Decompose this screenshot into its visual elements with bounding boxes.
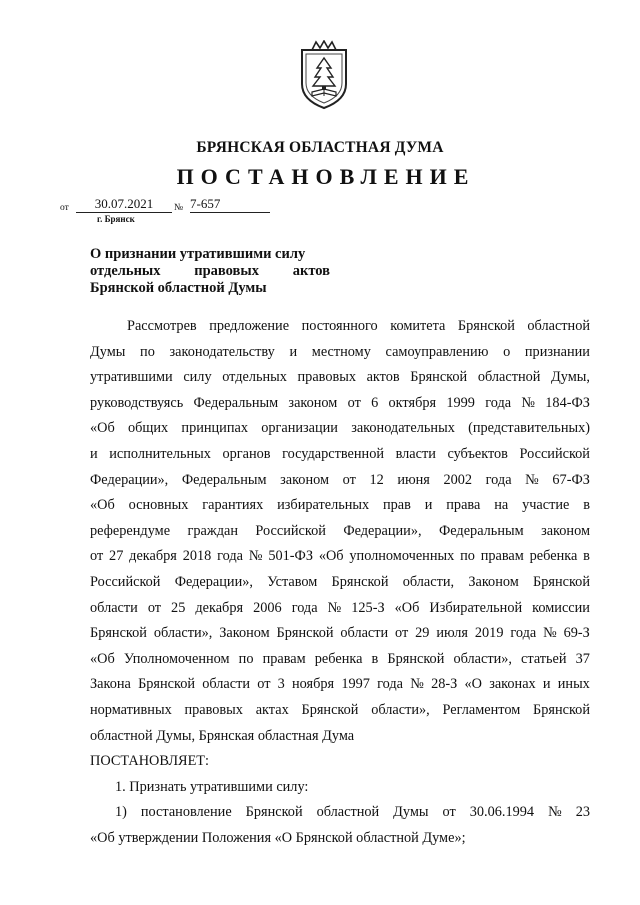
body-line	[90, 749, 590, 775]
body-word: отдельных	[222, 369, 287, 386]
body-word: декабря	[195, 599, 244, 616]
body-word: 1999	[446, 394, 475, 411]
body-word: областной	[527, 318, 590, 334]
number-prefix: №	[174, 203, 184, 213]
body-word: 12	[369, 471, 384, 488]
body-word: общих	[127, 420, 169, 437]
title-word: актов	[292, 263, 330, 279]
body-word: Федеральным	[438, 522, 524, 539]
body-word: от	[147, 599, 162, 616]
body-word: в	[583, 548, 590, 565]
body-word: области	[202, 676, 251, 693]
body-line	[90, 647, 590, 673]
body-word: года	[217, 548, 243, 565]
organization-name: БРЯНСКАЯ ОБЛАСТНАЯ ДУМА	[196, 139, 444, 156]
body-word: Федерации»,	[90, 471, 169, 488]
body-word: Закона	[90, 676, 131, 693]
body-line	[90, 621, 590, 647]
body-word: областной Думы, Брянская областная Дума	[90, 727, 355, 744]
document-title	[90, 246, 330, 297]
body-word: июня	[397, 471, 430, 488]
body-word: в	[371, 650, 379, 667]
body-word: Брянской	[245, 804, 303, 821]
body-word: ноября	[292, 676, 335, 693]
body-word: года	[485, 471, 512, 488]
title-line	[90, 246, 330, 263]
body-word: власти	[395, 445, 436, 462]
body-word: основных	[128, 497, 189, 514]
body-word: местному	[311, 343, 371, 360]
body-word: 2002	[443, 471, 473, 488]
body-word: №	[543, 625, 557, 642]
body-word: №	[248, 548, 263, 565]
body-line	[90, 570, 590, 596]
body-word: года	[510, 625, 537, 642]
body-word: организации	[261, 420, 338, 437]
body-word: Брянской	[410, 369, 468, 386]
body-word: октября	[388, 394, 437, 411]
body-word: Законом	[219, 625, 270, 642]
body-word: ПОСТАНОВЛЯЕТ:	[90, 753, 210, 770]
body-word: принципах	[181, 420, 248, 437]
body-word: от	[90, 548, 104, 565]
body-word: Брянской	[533, 573, 590, 590]
body-word: уполномоченных	[349, 548, 455, 565]
body-word: области»,	[153, 625, 213, 642]
body-word: №	[548, 804, 562, 821]
body-word: 125-З	[351, 599, 385, 616]
body-word: нормативных	[90, 701, 172, 718]
body-word: 184-ФЗ	[545, 394, 590, 411]
body-word: признании	[524, 343, 590, 360]
body-word: Федерации»,	[174, 573, 253, 590]
body-line	[90, 596, 590, 622]
body-word: года	[377, 676, 403, 693]
title-line	[90, 263, 330, 280]
body-word: права	[446, 497, 481, 514]
body-word: Российской	[90, 573, 161, 590]
body-word: Федеральным	[193, 394, 279, 411]
body-line	[90, 826, 590, 852]
body-word: Брянской	[90, 625, 147, 642]
body-word: Брянской	[387, 650, 445, 667]
body-word: «Об	[90, 650, 115, 667]
body-word: актов	[366, 369, 400, 386]
body-word: силу	[183, 369, 212, 386]
body-word: №	[521, 394, 535, 411]
body-word: ребенка	[529, 548, 578, 565]
body-word: №	[410, 676, 424, 693]
body-word: актах	[255, 701, 289, 718]
body-word: комитета	[390, 318, 446, 334]
body-word: 25	[171, 599, 186, 616]
body-line	[90, 340, 590, 366]
body-word: комиссии	[532, 599, 590, 616]
body-line	[90, 365, 590, 391]
body-word: 6	[371, 394, 379, 411]
body-word: постановление	[140, 804, 232, 821]
body-word: Избирательной	[429, 599, 523, 616]
body-word: избирательных	[277, 497, 370, 514]
coat-of-arms-emblem	[298, 40, 350, 112]
body-word: Брянской	[276, 625, 334, 642]
body-word: (представительных)	[468, 420, 590, 437]
body-word: «Об утверждении Положения «О Брянской областной Думе»;	[90, 829, 466, 846]
body-word: по	[238, 650, 254, 667]
title-word: отдельных	[90, 263, 161, 279]
body-word: Брянской	[301, 701, 359, 718]
body-word: года	[485, 394, 512, 411]
body-word: исполнительных	[109, 445, 211, 462]
body-word: «Об	[318, 548, 344, 565]
body-word: постоянного	[301, 318, 378, 334]
body-word: 1)	[115, 804, 127, 821]
body-word: Российской	[519, 445, 590, 462]
body-word: июля	[436, 625, 468, 642]
body-word: области,	[402, 573, 455, 590]
body-word: области	[90, 599, 138, 616]
body-word: области»,	[371, 701, 430, 718]
body-line	[90, 544, 590, 570]
body-word: Думы	[90, 343, 126, 360]
body-word: Брянской	[533, 701, 590, 718]
body-line	[90, 391, 590, 417]
title-line	[90, 280, 330, 297]
body-line	[90, 775, 590, 801]
body-word: 67-ФЗ	[552, 471, 590, 488]
body-word: законах	[489, 676, 536, 693]
body-word: декабря	[129, 548, 177, 565]
body-line	[90, 800, 590, 826]
body-word: области	[340, 625, 389, 642]
body-word: Законом	[468, 573, 519, 590]
body-word: о	[503, 343, 511, 360]
body-word: Федерации»,	[343, 522, 422, 539]
document-number: 7-657	[190, 196, 270, 213]
document-type: ПОСТАНОВЛЕНИЕ	[176, 164, 476, 189]
body-word: и	[289, 343, 298, 360]
body-word: Федеральным	[181, 471, 267, 488]
body-word: области»,	[453, 650, 512, 667]
body-word: иных	[557, 676, 590, 693]
body-word: самоуправлению	[385, 343, 489, 360]
body-word: по	[460, 548, 475, 565]
body-line	[90, 698, 590, 724]
body-word: от	[347, 394, 361, 411]
title-word: Брянской областной Думы	[90, 280, 267, 296]
body-word: ребенка	[314, 650, 363, 667]
body-word: правовых	[297, 369, 356, 386]
body-line	[90, 672, 590, 698]
body-word: законом	[288, 394, 338, 411]
body-word: Рассмотрев	[127, 318, 197, 334]
body-word: Брянской	[138, 676, 196, 693]
body-word: правам	[262, 650, 306, 667]
title-word: О признании утратившими силу	[90, 246, 306, 262]
title-word: правовых	[194, 263, 259, 279]
body-word: областной	[316, 804, 380, 821]
body-word: прав	[383, 497, 411, 514]
date-prefix: от	[60, 203, 69, 213]
body-word: 2019	[474, 625, 504, 642]
body-word: №	[525, 471, 539, 488]
body-line	[90, 416, 590, 442]
body-word: руководствуясь	[90, 394, 184, 411]
body-word: года	[291, 599, 318, 616]
body-word: и	[542, 676, 551, 693]
body-word: законодательству	[169, 343, 275, 360]
body-word: «Об	[90, 420, 115, 437]
body-word: 2006	[253, 599, 282, 616]
body-word: статьей	[521, 650, 567, 667]
body-word: 27	[109, 548, 124, 565]
body-word: 30.06.1994	[469, 804, 535, 821]
body-word: в	[583, 497, 590, 514]
body-word: Думы	[393, 804, 429, 821]
body-word: Уставом	[267, 573, 318, 590]
body-line	[90, 442, 590, 468]
document-body	[90, 314, 590, 851]
body-word: 29	[415, 625, 430, 642]
body-word: граждан	[187, 522, 238, 539]
body-word: законодательных	[351, 420, 455, 437]
body-word: субъектов	[447, 445, 508, 462]
body-word: Думы,	[551, 369, 590, 386]
body-word: гарантиях	[202, 497, 264, 514]
body-word: №	[327, 599, 342, 616]
document-date: 30.07.2021	[76, 196, 172, 213]
body-word: от	[442, 804, 456, 821]
body-line	[90, 314, 590, 340]
body-word: 1997	[341, 676, 370, 693]
body-line	[90, 724, 590, 750]
body-word: участие	[522, 497, 570, 514]
body-word: 28-З	[431, 676, 458, 693]
body-word: органов	[222, 445, 271, 462]
body-word: Российской	[255, 522, 326, 539]
body-word: от	[395, 625, 409, 642]
body-line	[90, 468, 590, 494]
body-word: Брянской	[457, 318, 515, 334]
body-word: от	[257, 676, 271, 693]
body-word: «Об	[394, 599, 420, 616]
body-word: 23	[575, 804, 590, 821]
body-word: законом	[280, 471, 330, 488]
body-word: областной	[477, 369, 541, 386]
body-word: правовых	[184, 701, 243, 718]
body-word: предложение	[209, 318, 290, 334]
body-word: законом	[541, 522, 590, 539]
body-word: от	[342, 471, 356, 488]
body-word: Уполномоченном	[123, 650, 230, 667]
body-word: 3	[277, 676, 285, 693]
body-word: 2018	[182, 548, 212, 565]
body-word: и	[424, 497, 433, 514]
body-word: и	[90, 445, 98, 462]
body-line	[90, 519, 590, 545]
body-word: «О	[464, 676, 482, 693]
body-word: Регламентом	[442, 701, 521, 718]
body-word: на	[494, 497, 509, 514]
body-word: 69-З	[563, 625, 590, 642]
body-word: по	[140, 343, 155, 360]
body-line	[90, 493, 590, 519]
body-word: Брянской	[331, 573, 389, 590]
body-word: «Об	[90, 497, 115, 514]
body-word: 501-ФЗ	[268, 548, 313, 565]
body-word: утратившими	[90, 369, 173, 386]
document-city: г. Брянск	[97, 214, 135, 224]
body-word: государственной	[282, 445, 385, 462]
body-word: правам	[480, 548, 524, 565]
body-word: 37	[575, 650, 590, 667]
body-word: референдуме	[90, 522, 171, 539]
body-word: 1. Признать утратившими силу:	[115, 778, 309, 795]
